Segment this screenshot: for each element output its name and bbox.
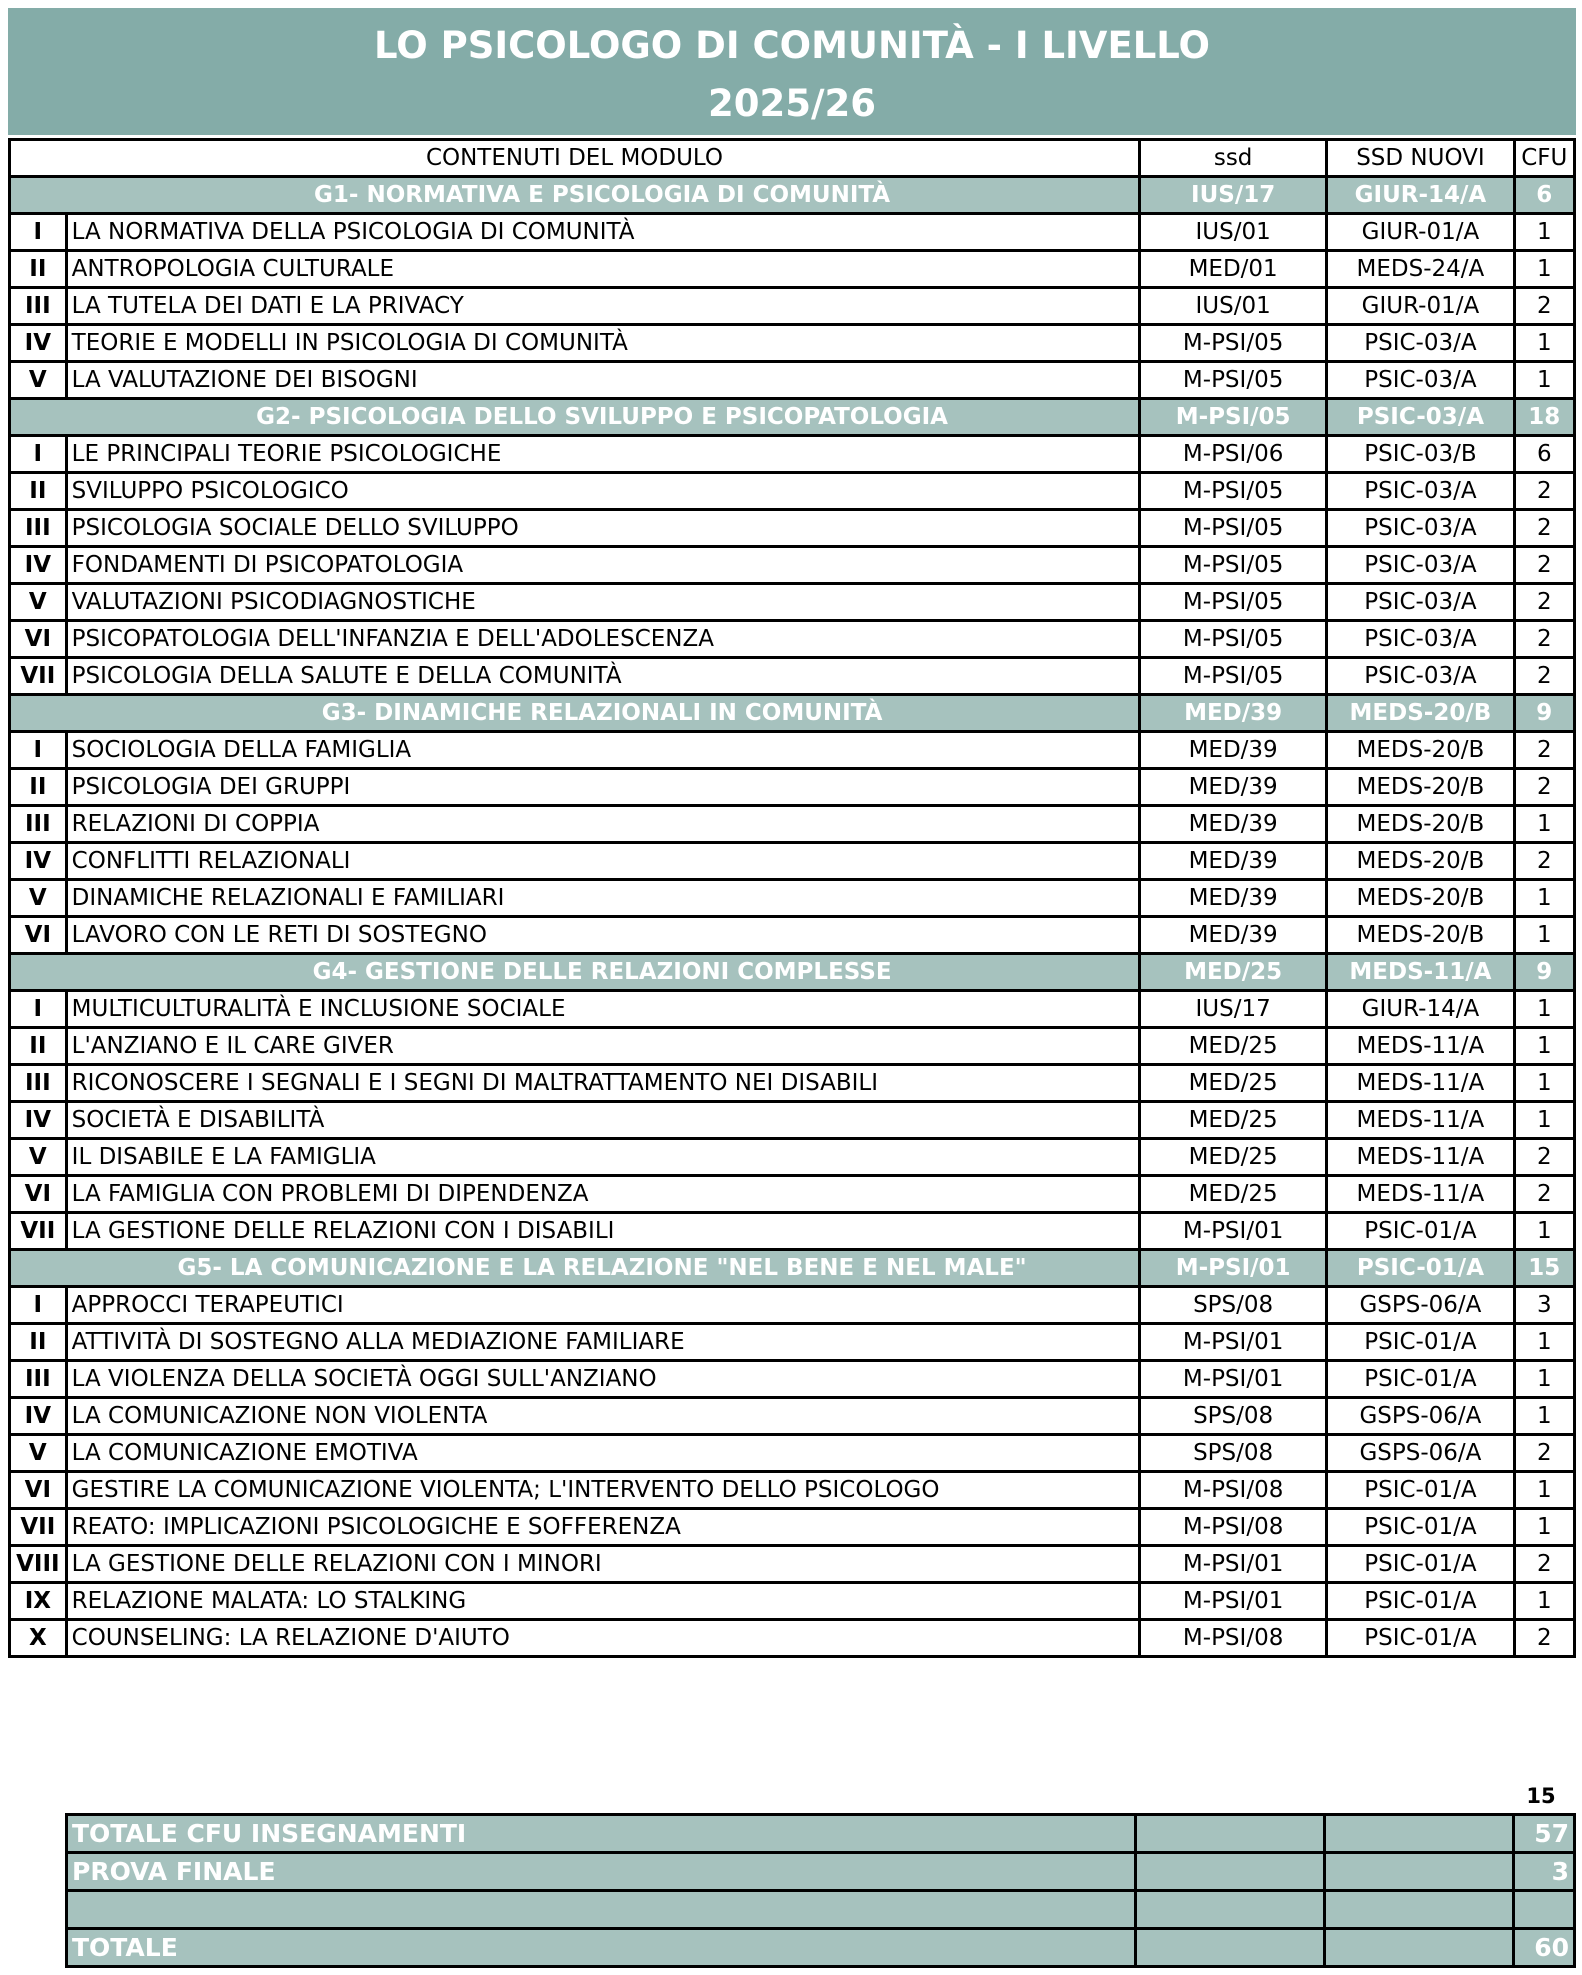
group-row: [10, 695, 1575, 732]
row-ssd-new: PSIC-03/A: [1327, 362, 1514, 399]
table-row: [10, 1620, 1575, 1657]
row-number: V: [10, 584, 67, 621]
row-content: L'ANZIANO E IL CARE GIVER: [66, 1028, 1139, 1065]
page-title: LO PSICOLOGO DI COMUNITÀ - I LIVELLO: [373, 24, 1211, 67]
row-content: SVILUPPO PSICOLOGICO: [66, 473, 1139, 510]
table-row: [10, 473, 1575, 510]
row-ssd-new: GSPS-06/A: [1327, 1287, 1514, 1324]
row-number: II: [10, 1324, 67, 1361]
row-ssd: M-PSI/01: [1139, 1324, 1326, 1361]
totals-empty-cell: [1136, 1891, 1325, 1929]
row-ssd-new: PSIC-01/A: [1327, 1583, 1514, 1620]
row-ssd: M-PSI/08: [1139, 1620, 1326, 1657]
row-number: IV: [10, 1398, 67, 1435]
row-content: LE PRINCIPALI TEORIE PSICOLOGICHE: [66, 436, 1139, 473]
module-table-body: [10, 140, 1575, 1657]
row-content: LA COMUNICAZIONE EMOTIVA: [66, 1435, 1139, 1472]
row-ssd-new: MEDS-20/B: [1327, 732, 1514, 769]
row-cfu: 2: [1514, 1176, 1574, 1213]
row-ssd-new: PSIC-03/A: [1327, 510, 1514, 547]
row-content: LA FAMIGLIA CON PROBLEMI DI DIPENDENZA: [66, 1176, 1139, 1213]
group-ssd: IUS/17: [1139, 177, 1326, 214]
table-row: [10, 1028, 1575, 1065]
row-ssd-new: PSIC-03/A: [1327, 621, 1514, 658]
row-content: SOCIETÀ E DISABILITÀ: [66, 1102, 1139, 1139]
table-row: [10, 806, 1575, 843]
totals-empty-cell: [1136, 1815, 1325, 1853]
row-ssd: SPS/08: [1139, 1435, 1326, 1472]
row-number: V: [10, 1435, 67, 1472]
row-number: IX: [10, 1583, 67, 1620]
table-row: [10, 362, 1575, 399]
row-number: VI: [10, 1472, 67, 1509]
row-ssd: MED/25: [1139, 1176, 1326, 1213]
row-ssd: M-PSI/08: [1139, 1472, 1326, 1509]
row-ssd: M-PSI/01: [1139, 1546, 1326, 1583]
table-row: [10, 510, 1575, 547]
row-content: CONFLITTI RELAZIONALI: [66, 843, 1139, 880]
row-ssd-new: MEDS-20/B: [1327, 769, 1514, 806]
row-ssd-new: GIUR-01/A: [1327, 288, 1514, 325]
row-ssd-new: PSIC-01/A: [1327, 1509, 1514, 1546]
row-cfu: 3: [1514, 1287, 1574, 1324]
row-content: LA COMUNICAZIONE NON VIOLENTA: [66, 1398, 1139, 1435]
row-ssd: MED/39: [1139, 806, 1326, 843]
table-row: [10, 1583, 1575, 1620]
row-cfu: 1: [1514, 214, 1574, 251]
table-row: [10, 880, 1575, 917]
row-number: VI: [10, 621, 67, 658]
row-cfu: 2: [1514, 621, 1574, 658]
row-ssd: MED/25: [1139, 1028, 1326, 1065]
row-number: IV: [10, 547, 67, 584]
table-row: [10, 214, 1575, 251]
row-ssd: M-PSI/05: [1139, 325, 1326, 362]
row-ssd-new: PSIC-01/A: [1327, 1472, 1514, 1509]
totals-row: [67, 1929, 1575, 1967]
row-cfu: 1: [1514, 1398, 1574, 1435]
row-ssd: MED/39: [1139, 732, 1326, 769]
row-number: IV: [10, 843, 67, 880]
totals-label: [67, 1891, 1136, 1929]
table-row: [10, 843, 1575, 880]
row-cfu: 1: [1514, 1472, 1574, 1509]
row-ssd-new: PSIC-01/A: [1327, 1546, 1514, 1583]
row-ssd-new: PSIC-03/B: [1327, 436, 1514, 473]
row-ssd: M-PSI/05: [1139, 547, 1326, 584]
totals-label: PROVA FINALE: [67, 1853, 1136, 1891]
row-content: LAVORO CON LE RETI DI SOSTEGNO: [66, 917, 1139, 954]
row-cfu: 1: [1514, 1102, 1574, 1139]
row-ssd: M-PSI/01: [1139, 1361, 1326, 1398]
row-ssd-new: GIUR-14/A: [1327, 991, 1514, 1028]
row-number: II: [10, 769, 67, 806]
row-content: DINAMICHE RELAZIONALI E FAMILIARI: [66, 880, 1139, 917]
table-row: [10, 547, 1575, 584]
row-ssd: M-PSI/05: [1139, 510, 1326, 547]
row-content: SOCIOLOGIA DELLA FAMIGLIA: [66, 732, 1139, 769]
row-ssd: M-PSI/06: [1139, 436, 1326, 473]
row-cfu: 1: [1514, 1065, 1574, 1102]
row-number: V: [10, 880, 67, 917]
group-spacer: [10, 1250, 67, 1287]
table-row: [10, 1139, 1575, 1176]
row-cfu: 1: [1514, 880, 1574, 917]
row-cfu: 1: [1514, 1583, 1574, 1620]
group-cfu: 6: [1514, 177, 1574, 214]
row-ssd-new: PSIC-01/A: [1327, 1213, 1514, 1250]
table-row: [10, 917, 1575, 954]
row-content: COUNSELING: LA RELAZIONE D'AIUTO: [66, 1620, 1139, 1657]
row-content: LA VIOLENZA DELLA SOCIETÀ OGGI SULL'ANZIANO: [66, 1361, 1139, 1398]
group-cfu: 18: [1514, 399, 1574, 436]
row-ssd: MED/39: [1139, 880, 1326, 917]
row-content: RELAZIONE MALATA: LO STALKING: [66, 1583, 1139, 1620]
totals-row: [67, 1853, 1575, 1891]
group-ssd-new: MEDS-20/B: [1327, 695, 1514, 732]
row-cfu: 1: [1514, 806, 1574, 843]
table-row: [10, 251, 1575, 288]
table-row: [10, 1472, 1575, 1509]
totals-label: TOTALE CFU INSEGNAMENTI: [67, 1815, 1136, 1853]
row-content: PSICOLOGIA SOCIALE DELLO SVILUPPO: [66, 510, 1139, 547]
row-cfu: 1: [1514, 1213, 1574, 1250]
row-ssd: MED/25: [1139, 1139, 1326, 1176]
group-row: [10, 1250, 1575, 1287]
row-ssd: M-PSI/05: [1139, 362, 1326, 399]
row-number: X: [10, 1620, 67, 1657]
row-cfu: 1: [1514, 1028, 1574, 1065]
row-content: MULTICULTURALITÀ E INCLUSIONE SOCIALE: [66, 991, 1139, 1028]
group-name: G5- LA COMUNICAZIONE E LA RELAZIONE "NEL BENE E NEL MALE": [66, 1250, 1139, 1287]
row-cfu: 2: [1514, 732, 1574, 769]
row-number: VIII: [10, 1546, 67, 1583]
row-ssd-new: MEDS-20/B: [1327, 806, 1514, 843]
row-cfu: 2: [1514, 547, 1574, 584]
group-name: G2- PSICOLOGIA DELLO SVILUPPO E PSICOPATOLOGIA: [66, 399, 1139, 436]
row-cfu: 2: [1514, 1139, 1574, 1176]
group-ssd: M-PSI/01: [1139, 1250, 1326, 1287]
row-cfu: 1: [1514, 251, 1574, 288]
group-name: G3- DINAMICHE RELAZIONALI IN COMUNITÀ: [66, 695, 1139, 732]
row-number: V: [10, 1139, 67, 1176]
table-row: [10, 1065, 1575, 1102]
row-ssd-new: MEDS-11/A: [1327, 1065, 1514, 1102]
row-content: ATTIVITÀ DI SOSTEGNO ALLA MEDIAZIONE FAMILIARE: [66, 1324, 1139, 1361]
table-row: [10, 1361, 1575, 1398]
table-row: [10, 732, 1575, 769]
group-ssd-new: MEDS-11/A: [1327, 954, 1514, 991]
subtotal-value: 15: [1526, 1784, 1556, 1808]
group-ssd-new: PSIC-01/A: [1327, 1250, 1514, 1287]
row-ssd-new: PSIC-03/A: [1327, 547, 1514, 584]
group-name: G1- NORMATIVA E PSICOLOGIA DI COMUNITÀ: [66, 177, 1139, 214]
row-number: VI: [10, 1176, 67, 1213]
row-ssd-new: PSIC-03/A: [1327, 658, 1514, 695]
row-ssd: M-PSI/08: [1139, 1509, 1326, 1546]
table-row: [10, 436, 1575, 473]
row-cfu: 2: [1514, 1546, 1574, 1583]
totals-value: [1514, 1891, 1575, 1929]
row-ssd-new: MEDS-11/A: [1327, 1102, 1514, 1139]
totals-table-body: [67, 1815, 1575, 1967]
header-contenuti: CONTENUTI DEL MODULO: [10, 140, 1140, 177]
totals-empty-cell: [1136, 1853, 1325, 1891]
row-ssd-new: PSIC-01/A: [1327, 1620, 1514, 1657]
totals-table: [65, 1813, 1576, 1968]
row-cfu: 2: [1514, 843, 1574, 880]
row-number: VII: [10, 1509, 67, 1546]
row-number: V: [10, 362, 67, 399]
row-number: I: [10, 1287, 67, 1324]
row-ssd: IUS/17: [1139, 991, 1326, 1028]
row-ssd: MED/25: [1139, 1065, 1326, 1102]
totals-empty-cell: [1325, 1891, 1514, 1929]
group-spacer: [10, 177, 67, 214]
row-cfu: 2: [1514, 1435, 1574, 1472]
row-number: III: [10, 510, 67, 547]
row-ssd-new: MEDS-11/A: [1327, 1028, 1514, 1065]
row-number: VII: [10, 1213, 67, 1250]
table-row: [10, 1213, 1575, 1250]
row-ssd: MED/39: [1139, 917, 1326, 954]
row-ssd-new: GSPS-06/A: [1327, 1398, 1514, 1435]
row-ssd: MED/01: [1139, 251, 1326, 288]
totals-row: [67, 1815, 1575, 1853]
row-ssd: SPS/08: [1139, 1398, 1326, 1435]
group-row: [10, 399, 1575, 436]
row-cfu: 2: [1514, 473, 1574, 510]
row-cfu: 6: [1514, 436, 1574, 473]
header-ssd-nuovi: SSD NUOVI: [1327, 140, 1514, 177]
row-ssd-new: PSIC-01/A: [1327, 1324, 1514, 1361]
group-spacer: [10, 954, 67, 991]
totals-value: 57: [1514, 1815, 1575, 1853]
row-content: RELAZIONI DI COPPIA: [66, 806, 1139, 843]
module-table: [8, 138, 1576, 1658]
row-ssd: M-PSI/05: [1139, 584, 1326, 621]
row-content: ANTROPOLOGIA CULTURALE: [66, 251, 1139, 288]
row-content: LA NORMATIVA DELLA PSICOLOGIA DI COMUNITÀ: [66, 214, 1139, 251]
header-ssd: ssd: [1139, 140, 1326, 177]
row-number: I: [10, 436, 67, 473]
row-ssd-new: MEDS-20/B: [1327, 843, 1514, 880]
row-ssd-new: GSPS-06/A: [1327, 1435, 1514, 1472]
row-content: FONDAMENTI DI PSICOPATOLOGIA: [66, 547, 1139, 584]
group-ssd: MED/25: [1139, 954, 1326, 991]
row-number: I: [10, 991, 67, 1028]
row-cfu: 1: [1514, 1509, 1574, 1546]
group-spacer: [10, 399, 67, 436]
totals-label: TOTALE: [67, 1929, 1136, 1967]
row-content: APPROCCI TERAPEUTICI: [66, 1287, 1139, 1324]
group-row: [10, 177, 1575, 214]
row-ssd-new: GIUR-01/A: [1327, 214, 1514, 251]
row-cfu: 1: [1514, 991, 1574, 1028]
row-ssd-new: MEDS-11/A: [1327, 1139, 1514, 1176]
group-ssd: M-PSI/05: [1139, 399, 1326, 436]
row-number: II: [10, 251, 67, 288]
table-row: [10, 1509, 1575, 1546]
row-ssd-new: MEDS-11/A: [1327, 1176, 1514, 1213]
row-number: III: [10, 806, 67, 843]
row-cfu: 1: [1514, 1361, 1574, 1398]
row-cfu: 2: [1514, 288, 1574, 325]
row-content: GESTIRE LA COMUNICAZIONE VIOLENTA; L'INTERVENTO DELLO PSICOLOGO: [66, 1472, 1139, 1509]
totals-empty-cell: [1325, 1853, 1514, 1891]
group-ssd-new: PSIC-03/A: [1327, 399, 1514, 436]
group-cfu: 9: [1514, 954, 1574, 991]
row-ssd: M-PSI/01: [1139, 1583, 1326, 1620]
row-ssd-new: MEDS-20/B: [1327, 880, 1514, 917]
group-row: [10, 954, 1575, 991]
totals-empty-cell: [1136, 1929, 1325, 1967]
row-cfu: 1: [1514, 362, 1574, 399]
row-content: LA GESTIONE DELLE RELAZIONI CON I MINORI: [66, 1546, 1139, 1583]
row-ssd-new: PSIC-03/A: [1327, 584, 1514, 621]
table-row: [10, 658, 1575, 695]
row-number: VI: [10, 917, 67, 954]
group-spacer: [10, 695, 67, 732]
header-cfu: CFU: [1514, 140, 1574, 177]
table-row: [10, 1176, 1575, 1213]
table-row: [10, 1287, 1575, 1324]
table-row: [10, 1398, 1575, 1435]
table-row: [10, 1546, 1575, 1583]
row-number: II: [10, 473, 67, 510]
row-content: LA GESTIONE DELLE RELAZIONI CON I DISABILI: [66, 1213, 1139, 1250]
academic-year: 2025/26: [708, 82, 876, 125]
row-ssd-new: MEDS-24/A: [1327, 251, 1514, 288]
row-ssd: M-PSI/05: [1139, 658, 1326, 695]
row-number: I: [10, 214, 67, 251]
table-header: [10, 140, 1575, 177]
table-row: [10, 584, 1575, 621]
row-cfu: 2: [1514, 769, 1574, 806]
row-number: III: [10, 288, 67, 325]
row-ssd: M-PSI/05: [1139, 621, 1326, 658]
row-cfu: 1: [1514, 325, 1574, 362]
row-cfu: 2: [1514, 1620, 1574, 1657]
table-row: [10, 288, 1575, 325]
row-number: IV: [10, 325, 67, 362]
table-row: [10, 991, 1575, 1028]
group-ssd-new: GIUR-14/A: [1327, 177, 1514, 214]
row-ssd: MED/39: [1139, 843, 1326, 880]
totals-value: 60: [1514, 1929, 1575, 1967]
group-cfu: 9: [1514, 695, 1574, 732]
row-number: III: [10, 1065, 67, 1102]
row-cfu: 1: [1514, 1324, 1574, 1361]
title-band: [8, 8, 1576, 135]
totals-value: 3: [1514, 1853, 1575, 1891]
row-content: PSICOLOGIA DEI GRUPPI: [66, 769, 1139, 806]
row-content: LA VALUTAZIONE DEI BISOGNI: [66, 362, 1139, 399]
row-ssd: IUS/01: [1139, 288, 1326, 325]
row-cfu: 2: [1514, 510, 1574, 547]
group-ssd: MED/39: [1139, 695, 1326, 732]
table-row: [10, 1435, 1575, 1472]
row-content: TEORIE E MODELLI IN PSICOLOGIA DI COMUNITÀ: [66, 325, 1139, 362]
row-content: REATO: IMPLICAZIONI PSICOLOGICHE E SOFFERENZA: [66, 1509, 1139, 1546]
row-ssd-new: PSIC-03/A: [1327, 473, 1514, 510]
row-number: I: [10, 732, 67, 769]
group-name: G4- GESTIONE DELLE RELAZIONI COMPLESSE: [66, 954, 1139, 991]
totals-row: [67, 1891, 1575, 1929]
row-cfu: 2: [1514, 658, 1574, 695]
row-number: II: [10, 1028, 67, 1065]
table-row: [10, 621, 1575, 658]
row-ssd: SPS/08: [1139, 1287, 1326, 1324]
row-ssd: IUS/01: [1139, 214, 1326, 251]
row-ssd: MED/25: [1139, 1102, 1326, 1139]
row-ssd-new: PSIC-03/A: [1327, 325, 1514, 362]
row-content: PSICOLOGIA DELLA SALUTE E DELLA COMUNITÀ: [66, 658, 1139, 695]
row-content: RICONOSCERE I SEGNALI E I SEGNI DI MALTRATTAMENTO NEI DISABILI: [66, 1065, 1139, 1102]
group-cfu: 15: [1514, 1250, 1574, 1287]
row-content: VALUTAZIONI PSICODIAGNOSTICHE: [66, 584, 1139, 621]
totals-empty-cell: [1325, 1815, 1514, 1853]
row-number: IV: [10, 1102, 67, 1139]
row-ssd: M-PSI/05: [1139, 473, 1326, 510]
row-ssd-new: MEDS-20/B: [1327, 917, 1514, 954]
row-cfu: 1: [1514, 917, 1574, 954]
row-cfu: 2: [1514, 584, 1574, 621]
row-ssd: M-PSI/01: [1139, 1213, 1326, 1250]
table-row: [10, 325, 1575, 362]
row-number: VII: [10, 658, 67, 695]
row-content: PSICOPATOLOGIA DELL'INFANZIA E DELL'ADOLESCENZA: [66, 621, 1139, 658]
row-number: III: [10, 1361, 67, 1398]
row-ssd: MED/39: [1139, 769, 1326, 806]
totals-empty-cell: [1325, 1929, 1514, 1967]
row-content: LA TUTELA DEI DATI E LA PRIVACY: [66, 288, 1139, 325]
table-row: [10, 1324, 1575, 1361]
row-content: IL DISABILE E LA FAMIGLIA: [66, 1139, 1139, 1176]
table-row: [10, 769, 1575, 806]
table-row: [10, 1102, 1575, 1139]
row-ssd-new: PSIC-01/A: [1327, 1361, 1514, 1398]
